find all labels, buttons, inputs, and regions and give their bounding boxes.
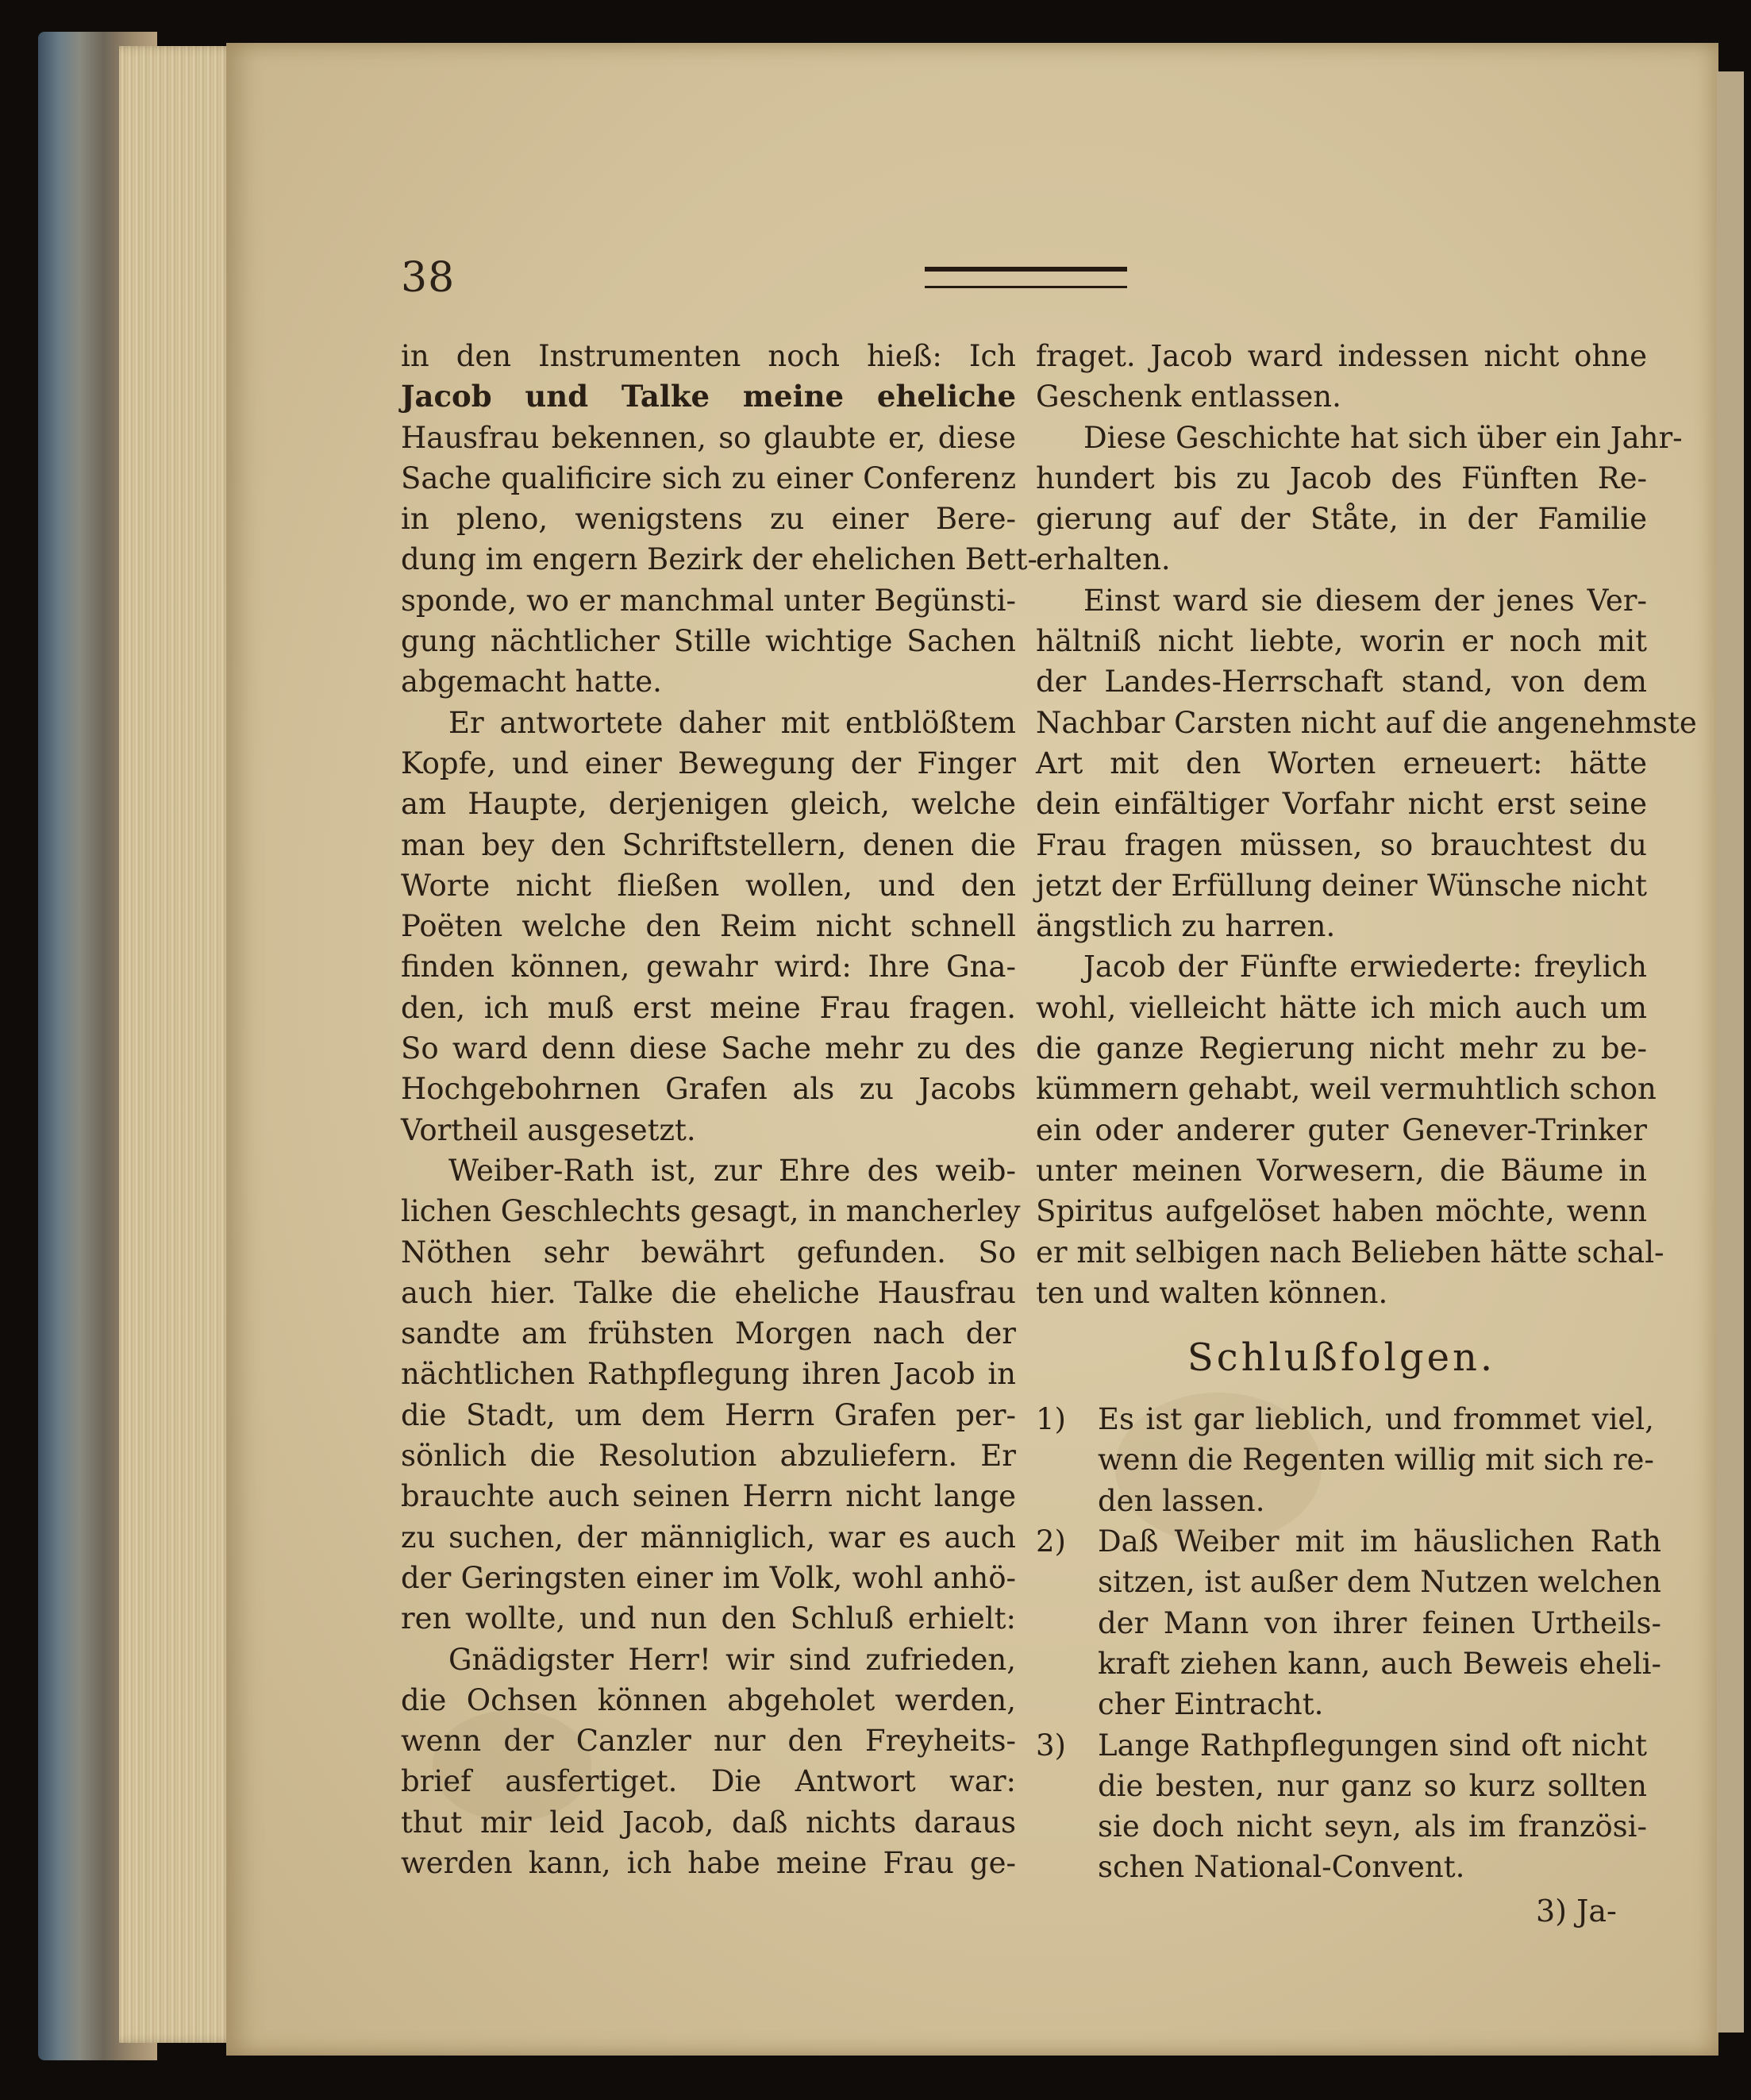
- text-line: So ward denn diese Sache mehr zu des: [401, 1031, 1016, 1066]
- text-line: am Haupte, derjenigen gleich, welche: [401, 787, 1016, 822]
- text-line: Frau fragen müssen, so brauchtest du: [1036, 827, 1647, 862]
- text-line: Jacob der Fünfte erwiederte: freylich: [1083, 950, 1647, 984]
- page-stack-edge: [119, 46, 238, 2043]
- text-line: lichen Geschlechts gesagt, in mancherley: [401, 1194, 1021, 1229]
- text-line: werden kann, ich habe meine Frau ge-: [401, 1845, 1016, 1880]
- catchword: 3) Ja-: [1536, 1894, 1617, 1929]
- text-line: Hochgebohrnen Grafen als zu Jacobs: [401, 1072, 1016, 1107]
- text-line: Hausfrau bekennen, so glaubte er, diese: [401, 420, 1016, 455]
- text-line: wohl, vielleicht hätte ich mich auch um: [1036, 990, 1647, 1025]
- text-line: erhalten.: [1036, 542, 1171, 577]
- text-line: gierung auf der Ståte, in der Familie: [1036, 502, 1647, 537]
- text-line: Kopfe, und einer Bewegung der Finger: [401, 746, 1016, 780]
- text-line: Vortheil ausgesetzt.: [401, 1112, 696, 1147]
- text-line: Einst ward sie diesem der jenes Ver-: [1083, 583, 1647, 618]
- text-line: Sache qualificire sich zu einer Conferenz: [401, 460, 1016, 495]
- text-line: jetzt der Erfüllung deiner Wünsche nicht: [1036, 868, 1647, 903]
- text-line: der Geringsten einer im Volk, wohl anhö-: [401, 1560, 1016, 1595]
- text-line: Nachbar Carsten nicht auf die angenehmste: [1036, 705, 1697, 740]
- conclusion-number: 1): [1036, 1402, 1066, 1437]
- header-rule: [925, 267, 1127, 288]
- text-line: die ganze Regierung nicht mehr zu be-: [1036, 1031, 1647, 1066]
- text-line: fraget. Jacob ward indessen nicht ohne: [1036, 339, 1647, 373]
- right-column: [1036, 336, 1697, 1888]
- text-line: sandte am frühsten Morgen nach der: [401, 1316, 1016, 1351]
- text-line: die Ochsen können abgeholet werden,: [401, 1682, 1016, 1717]
- text-line: wenn der Canzler nur den Freyheits-: [401, 1724, 1016, 1759]
- text-line: er mit selbigen nach Belieben hätte schal-: [1036, 1235, 1664, 1270]
- text-line: die besten, nur ganz so kurz sollten: [1098, 1768, 1647, 1803]
- text-line: kraft ziehen kann, auch Beweis eheli-: [1098, 1646, 1661, 1681]
- text-line: auch hier. Talke die eheliche Hausfrau: [401, 1275, 1016, 1310]
- text-line: finden können, gewahr wird: Ihre Gna-: [401, 950, 1016, 984]
- text-line: Lange Rathpflegungen sind oft nicht: [1098, 1728, 1647, 1763]
- conclusion-item: [1036, 1521, 1661, 1724]
- text-line: in pleno, wenigstens zu einer Bere-: [401, 502, 1016, 537]
- text-line: den, ich muß erst meine Frau fragen.: [401, 990, 1016, 1025]
- text-line: sönlich die Resolution abzuliefern. Er: [401, 1439, 1016, 1474]
- text-line: unter meinen Vorwesern, die Bäume in: [1036, 1153, 1647, 1188]
- text-line: wenn die Regenten willig mit sich re-: [1098, 1443, 1654, 1478]
- conclusion-item: [1036, 1725, 1647, 1888]
- text-line: Jacob und Talke meine eheliche: [401, 379, 1016, 414]
- text-line: Daß Weiber mit im häuslichen Rath: [1098, 1524, 1661, 1559]
- text-line: der Landes-Herrschaft stand, von dem: [1036, 665, 1647, 699]
- text-line: der Mann von ihrer feinen Urtheils-: [1098, 1605, 1661, 1640]
- text-line: sponde, wo er manchmal unter Begünsti-: [401, 583, 1016, 618]
- text-line: ren wollte, und nun den Schluß erhielt:: [401, 1601, 1016, 1636]
- text-line: thut mir leid Jacob, daß nichts daraus: [401, 1805, 1016, 1840]
- text-line: gung nächtlicher Stille wichtige Sachen: [401, 624, 1016, 659]
- conclusion-text: [1098, 1521, 1661, 1724]
- conclusion-number: 3): [1036, 1728, 1066, 1763]
- text-line: Weiber-Rath ist, zur Ehre des weib-: [448, 1153, 1016, 1188]
- text-line: sie doch nicht seyn, als im französi-: [1098, 1809, 1647, 1844]
- text-line: Worte nicht fließen wollen, und den: [401, 868, 1016, 903]
- text-line: die Stadt, um dem Herrn Grafen per-: [401, 1397, 1016, 1432]
- left-column: [401, 336, 1038, 1883]
- text-line: Es ist gar lieblich, und frommet viel,: [1098, 1402, 1654, 1437]
- text-line: zu suchen, der männiglich, war es auch: [401, 1520, 1016, 1555]
- text-line: abgemacht hatte.: [401, 665, 662, 699]
- text-line: dung im engern Bezirk der ehelichen Bett-: [401, 542, 1038, 577]
- text-line: den lassen.: [1098, 1483, 1265, 1518]
- text-line: brief ausfertiget. Die Antwort war:: [401, 1764, 1016, 1799]
- text-line: Poëten welche den Reim nicht schnell: [401, 909, 1016, 944]
- text-line: ten und walten können.: [1036, 1275, 1388, 1310]
- text-line: Diese Geschichte hat sich über ein Jahr-: [1083, 420, 1683, 455]
- conclusion-text: [1098, 1399, 1654, 1521]
- text-line: schen National-Convent.: [1098, 1850, 1465, 1885]
- text-line: dein einfältiger Vorfahr nicht erst seine: [1036, 787, 1647, 822]
- conclusion-number: 2): [1036, 1524, 1066, 1559]
- text-line: brauchte auch seinen Herrn nicht lange: [401, 1479, 1016, 1514]
- conclusion-item: [1036, 1399, 1654, 1521]
- text-line: ängstlich zu harren.: [1036, 909, 1336, 944]
- text-line: Gnädigster Herr! wir sind zufrieden,: [448, 1642, 1016, 1677]
- text-line: ein oder anderer guter Genever-Trinker: [1036, 1112, 1647, 1147]
- section-title: Schlußfolgen.: [1187, 1335, 1496, 1381]
- text-line: hältniß nicht liebte, worin er noch mit: [1036, 624, 1647, 659]
- text-line: Er antwortete daher mit entblößtem: [448, 705, 1016, 740]
- text-line: nächtlichen Rathpflegung ihren Jacob in: [401, 1357, 1016, 1392]
- text-line: Nöthen sehr bewährt gefunden. So: [401, 1235, 1016, 1270]
- text-line: Geschenk entlassen.: [1036, 380, 1341, 414]
- text-line: in den Instrumenten noch hieß: Ich: [401, 339, 1016, 373]
- text-line: sitzen, ist außer dem Nutzen welchen: [1098, 1565, 1661, 1600]
- next-page-edge: [1717, 71, 1744, 2033]
- conclusion-text: [1098, 1725, 1647, 1888]
- text-line: Spiritus aufgelöset haben möchte, wenn: [1036, 1194, 1647, 1229]
- text-line: man bey den Schriftstellern, denen die: [401, 827, 1016, 862]
- text-line: hundert bis zu Jacob des Fünften Re-: [1036, 460, 1647, 495]
- text-line: Art mit den Worten erneuert: hätte: [1036, 746, 1647, 780]
- text-line: kümmern gehabt, weil vermuhtlich schon: [1036, 1072, 1657, 1107]
- page-number: 38: [401, 254, 456, 302]
- text-line: cher Eintracht.: [1098, 1687, 1324, 1722]
